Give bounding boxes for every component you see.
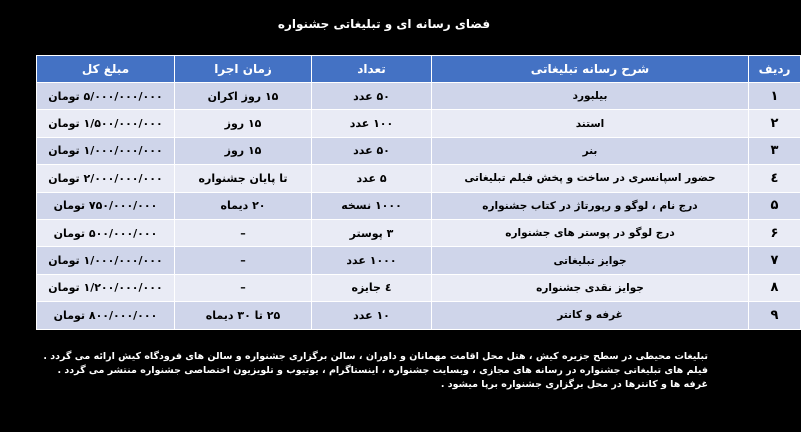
header-total: مبلغ کل — [37, 56, 175, 83]
note-line: غرفه ها و کانترها در محل برگزاری جشنواره برپا میشود . — [440, 379, 708, 390]
header-count: تعداد — [312, 56, 432, 83]
cell-row-number: ۲ — [749, 110, 801, 137]
notes — [43, 350, 708, 392]
cell-count: ۳ پوستر — [312, 219, 432, 246]
cell-time: ۱۵ روز — [175, 110, 312, 137]
cell-row-number: ٤ — [749, 165, 801, 192]
table-row — [37, 302, 801, 329]
table-row — [37, 83, 801, 110]
cell-description: استند — [432, 110, 749, 137]
cell-time: – — [175, 274, 312, 301]
cell-total: ۱/۰۰۰/۰۰۰/۰۰۰ تومان — [37, 137, 175, 164]
note-line: فیلم های تبلیغاتی جشنواره در رسانه های مجازی ، وبسایت جشنواره ، اینستاگرام ، یوتیوب و تلویزیون اختصاصی جشنواره منتشر می گردد . — [57, 365, 708, 376]
cell-count: ۵ عدد — [312, 165, 432, 192]
cell-row-number: ۱ — [749, 83, 801, 110]
cell-time: ۱۵ روز — [175, 137, 312, 164]
cell-description: جوایز تبلیغاتی — [432, 247, 749, 274]
cell-row-number: ۶ — [749, 219, 801, 246]
cell-total: ۷۵۰/۰۰۰/۰۰۰ تومان — [37, 192, 175, 219]
cell-total: ۵/۰۰۰/۰۰۰/۰۰۰ تومان — [37, 83, 175, 110]
cell-row-number: ۵ — [749, 192, 801, 219]
note-line: تبلیغات محیطی در سطح جزیره کیش ، هتل محل اقامت مهمانان و داوران ، سالن برگزاری جشنواره و سالن های فرودگاه کیش ارائه می گردد . — [43, 351, 708, 362]
cell-count: ٤ جایزه — [312, 274, 432, 301]
cell-count: ۱۰ عدد — [312, 302, 432, 329]
cell-count: ۱۰۰۰ عدد — [312, 247, 432, 274]
cell-row-number: ۳ — [749, 137, 801, 164]
table-header-row — [37, 56, 801, 83]
table-row — [37, 137, 801, 164]
cell-count: ۵۰ عدد — [312, 137, 432, 164]
cell-total: ۲/۰۰۰/۰۰۰/۰۰۰ تومان — [37, 165, 175, 192]
cell-description: بیلبورد — [432, 83, 749, 110]
header-time: زمان اجرا — [175, 56, 312, 83]
table-row — [37, 165, 801, 192]
cell-time: – — [175, 219, 312, 246]
cell-total: ۵۰۰/۰۰۰/۰۰۰ تومان — [37, 219, 175, 246]
cell-time: ۲۰ دیماه — [175, 192, 312, 219]
cell-description: غرفه و کانتر — [432, 302, 749, 329]
cell-total: ۱/۵۰۰/۰۰۰/۰۰۰ تومان — [37, 110, 175, 137]
cell-description: حضور اسپانسری در ساخت و پخش فیلم تبلیغاتی — [432, 165, 749, 192]
header-row-number: ردیف — [749, 56, 801, 83]
cell-row-number: ۸ — [749, 274, 801, 301]
cell-row-number: ۷ — [749, 247, 801, 274]
table-row — [37, 219, 801, 246]
cell-row-number: ۹ — [749, 302, 801, 329]
cell-count: ۱۰۰۰ نسخه — [312, 192, 432, 219]
cell-time: – — [175, 247, 312, 274]
header-description: شرح رسانه تبلیغاتی — [432, 56, 749, 83]
advertising-table — [36, 55, 801, 330]
table-row — [37, 247, 801, 274]
cell-total: ۸۰۰/۰۰۰/۰۰۰ تومان — [37, 302, 175, 329]
cell-description: بنر — [432, 137, 749, 164]
cell-time: ۱۵ روز اکران — [175, 83, 312, 110]
cell-time: ۲۵ تا ۳۰ دیماه — [175, 302, 312, 329]
cell-description: درج نام ، لوگو و رپورتاژ در کتاب جشنواره — [432, 192, 749, 219]
cell-count: ۱۰۰ عدد — [312, 110, 432, 137]
table-row — [37, 110, 801, 137]
cell-count: ۵۰ عدد — [312, 83, 432, 110]
table-row — [37, 192, 801, 219]
cell-description: جوایز نقدی جشنواره — [432, 274, 749, 301]
page-title: فضای رسانه ای و تبلیغاتی جشنواره — [277, 17, 491, 31]
cell-total: ۱/۲۰۰/۰۰۰/۰۰۰ تومان — [37, 274, 175, 301]
cell-time: تا پایان جشنواره — [175, 165, 312, 192]
cell-total: ۱/۰۰۰/۰۰۰/۰۰۰ تومان — [37, 247, 175, 274]
table-row — [37, 274, 801, 301]
cell-description: درج لوگو در پوستر های جشنواره — [432, 219, 749, 246]
